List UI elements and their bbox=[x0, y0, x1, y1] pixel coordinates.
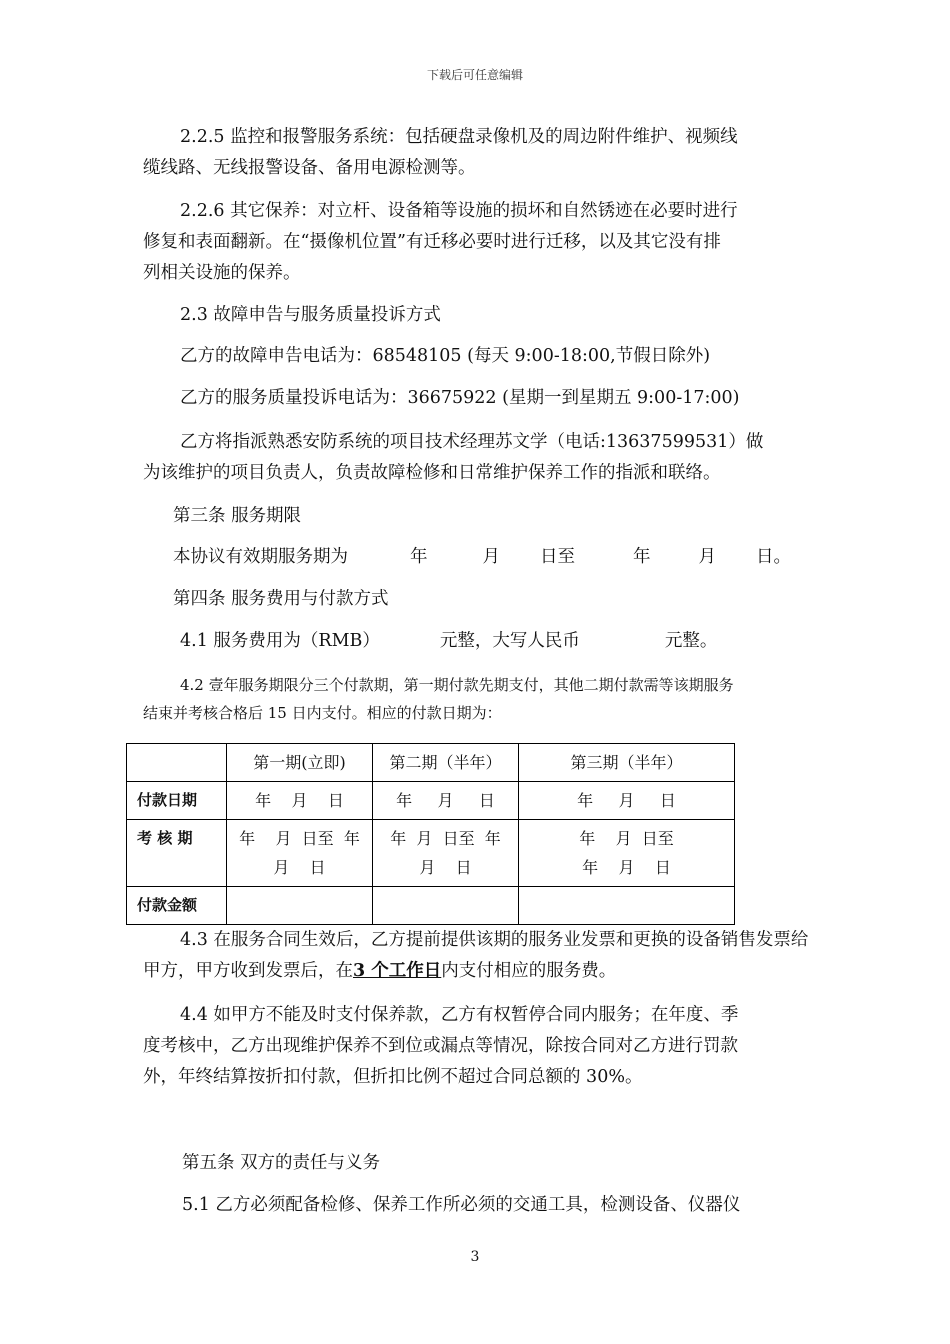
fault-phone-line: 乙方的故障申告电话为：68548105 (每天 9:00-18:00,节假日除外) bbox=[180, 346, 711, 366]
table-cell-line: 年 月 日至 bbox=[579, 829, 674, 848]
article-5-heading: 第五条 双方的责任与义务 bbox=[182, 1153, 381, 1173]
manager-line1: 乙方将指派熟悉安防系统的项目技术经理苏文学（电话:13637599531）做 bbox=[180, 432, 764, 452]
service-period-line bbox=[173, 542, 843, 573]
table-cell bbox=[227, 887, 373, 925]
period-day-1: 日至 bbox=[540, 547, 575, 567]
clause-4-2-line2: 结束并考核合格后 15 日内支付。相应的付款日期为： bbox=[143, 704, 502, 722]
table-cell-line: 年 月 日至 年 bbox=[239, 829, 360, 848]
clause-4-3-text-a: 甲方，甲方收到发票后，在 bbox=[143, 961, 353, 981]
period-year-2: 年 bbox=[633, 547, 651, 567]
table-cell-line: 年 月 日 bbox=[582, 858, 671, 877]
table-cell-line: 年 月 日至 年 bbox=[390, 829, 501, 848]
period-year-1: 年 bbox=[410, 547, 428, 567]
period-month-1: 月 bbox=[482, 547, 500, 567]
clause-2-2-6-line2: 修复和表面翻新。在“摄像机位置”有迁移必要时进行迁移，以及其它没有排 bbox=[143, 232, 721, 252]
service-period-label: 本协议有效期服务期为 bbox=[173, 547, 348, 567]
clause-4-1-fee-label: 4.1 服务费用为（RMB） bbox=[180, 631, 380, 651]
clause-5-1-line1: 5.1 乙方必须配备检修、保养工作所必须的交通工具，检测设备、仪器仪 bbox=[182, 1195, 741, 1215]
clause-4-1-end: 元整。 bbox=[664, 631, 718, 651]
table-cell bbox=[373, 820, 519, 887]
row-label-amount: 付款金额 bbox=[127, 887, 227, 925]
payment-schedule-table bbox=[126, 743, 735, 925]
clause-2-3-heading: 2.3 故障申告与服务质量投诉方式 bbox=[180, 305, 441, 325]
table-cell-line: 月 日 bbox=[419, 858, 472, 877]
article-3-heading: 第三条 服务期限 bbox=[173, 506, 302, 526]
period-month-2: 月 bbox=[698, 547, 716, 567]
clause-4-4-line2: 度考核中，乙方出现维护保养不到位或漏点等情况，除按合同对乙方进行罚款 bbox=[143, 1036, 738, 1056]
table-header-cell: 第一期(立即) bbox=[227, 744, 373, 782]
clause-2-2-6-line3: 列相关设施的保养。 bbox=[143, 263, 301, 283]
clause-4-4-line3: 外，年终结算按折扣付款，但折扣比例不超过合同总额的 30%。 bbox=[143, 1067, 643, 1087]
complaint-phone-line: 乙方的服务质量投诉电话为：36675922 (星期一到星期五 9:00-17:00) bbox=[180, 388, 740, 408]
manager-line2: 为该维护的项目负责人，负责故障检修和日常维护保养工作的指派和联络。 bbox=[143, 463, 721, 483]
row-label-pay-date: 付款日期 bbox=[127, 782, 227, 820]
table-cell: 年 月 日 bbox=[519, 782, 735, 820]
table-cell: 年 月 日 bbox=[227, 782, 373, 820]
table-header-row bbox=[127, 744, 735, 782]
clause-2-2-5-line2: 缆线路、无线报警设备、备用电源检测等。 bbox=[143, 158, 476, 178]
table-cell bbox=[227, 820, 373, 887]
table-cell bbox=[519, 820, 735, 887]
table-header-cell bbox=[127, 744, 227, 782]
table-cell bbox=[373, 887, 519, 925]
clause-4-3-line1: 4.3 在服务合同生效后，乙方提前提供该期的服务业发票和更换的设备销售发票给 bbox=[180, 930, 809, 950]
table-header-cell: 第三期（半年） bbox=[519, 744, 735, 782]
table-row-pay-date bbox=[127, 782, 735, 820]
row-label-review-period: 考 核 期 bbox=[127, 820, 227, 887]
page-number: 3 bbox=[470, 1249, 480, 1265]
table-cell bbox=[519, 887, 735, 925]
clause-4-3-line2 bbox=[143, 956, 813, 987]
clause-4-3-text-c: 内支付相应的服务费。 bbox=[441, 961, 617, 981]
clause-4-4-line1: 4.4 如甲方不能及时支付保养款，乙方有权暂停合同内服务；在年度、季 bbox=[180, 1005, 739, 1025]
table-cell-line: 月 日 bbox=[273, 858, 326, 877]
working-days-emphasis: 3 个工作日 bbox=[353, 961, 442, 981]
clause-4-1-capital-label: 元整，大写人民币 bbox=[439, 631, 580, 651]
clause-2-2-5-line1: 2.2.5 监控和报警服务系统：包括硬盘录像机及的周边附件维护、视频线 bbox=[180, 127, 738, 147]
clause-4-1-line bbox=[180, 626, 850, 657]
article-4-heading: 第四条 服务费用与付款方式 bbox=[173, 589, 389, 609]
table-header-cell: 第二期（半年） bbox=[373, 744, 519, 782]
period-day-2: 日。 bbox=[756, 547, 791, 567]
table-row-review-period bbox=[127, 820, 735, 887]
clause-4-2-line1: 4.2 壹年服务期限分三个付款期，第一期付款先期支付，其他二期付款需等该期服务 bbox=[180, 676, 734, 694]
table-cell: 年 月 日 bbox=[373, 782, 519, 820]
table-row-amount bbox=[127, 887, 735, 925]
clause-2-2-6-line1: 2.2.6 其它保养：对立杆、设备箱等设施的损坏和自然锈迹在必要时进行 bbox=[180, 201, 738, 221]
page-header-note: 下载后可任意编辑 bbox=[426, 68, 523, 82]
